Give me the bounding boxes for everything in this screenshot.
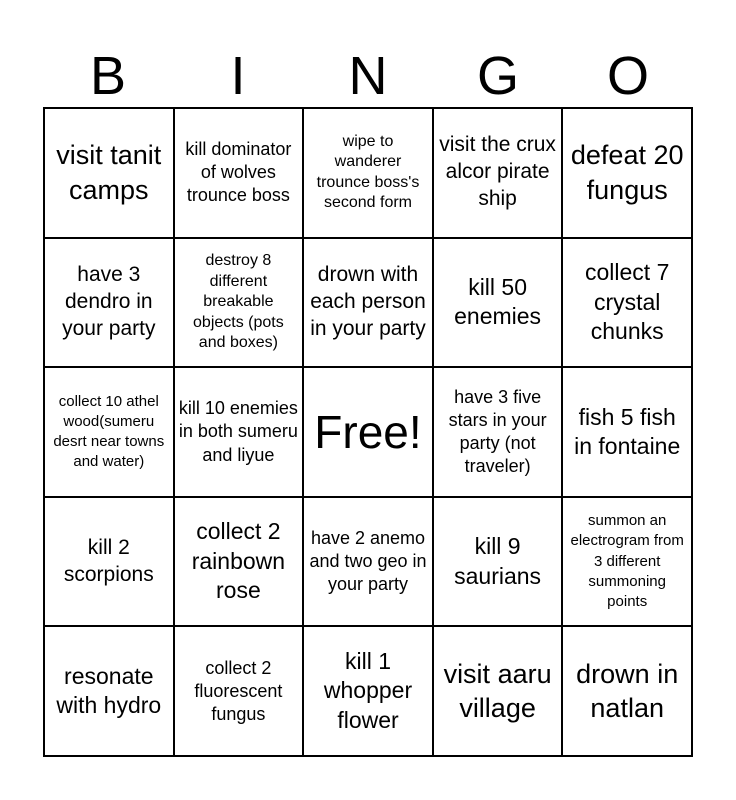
bingo-cell-r2c5[interactable] (562, 238, 692, 368)
cell-text: Free! (314, 405, 422, 458)
bingo-cell-r3c2[interactable] (174, 367, 304, 497)
cell-text: kill 2 scorpions (63, 535, 154, 586)
cell-text: destroy 8 different breakable objects (pots and boxes) (193, 252, 284, 352)
cell-text: have 2 anemo and two geo in your party (309, 528, 427, 595)
header-letter-b: B (89, 46, 127, 106)
bingo-cell-r4c5[interactable] (562, 497, 692, 627)
cell-text: collect 2 rainbown rose (191, 518, 286, 604)
bingo-cell-r5c2[interactable] (174, 626, 304, 756)
cell-text: have 3 dendro in your party (62, 263, 156, 340)
cell-text: summon an electrogram from 3 different summoning points (570, 512, 684, 610)
bingo-cell-r3c4[interactable] (433, 367, 563, 497)
cell-text: collect 7 crystal chunks (585, 259, 670, 345)
bingo-cell-r4c1[interactable] (44, 497, 174, 627)
bingo-cell-r2c4[interactable] (433, 238, 563, 368)
bingo-cell-r2c3[interactable] (303, 238, 433, 368)
cell-text: collect 10 athel wood(sumeru desrt near towns and water) (53, 392, 165, 471)
bingo-cell-r1c4[interactable] (433, 108, 563, 238)
bingo-cell-r1c5[interactable] (562, 108, 692, 238)
bingo-cell-r1c2[interactable] (174, 108, 304, 238)
header-letter-i: I (230, 46, 246, 106)
bingo-cell-r5c3[interactable] (303, 626, 433, 756)
bingo-cell-r5c4[interactable] (433, 626, 563, 756)
cell-text: resonate with hydro (56, 662, 162, 719)
cell-text: kill 10 enemies in both sumeru and liyue (178, 398, 298, 465)
cell-text: wipe to wanderer trounce boss's second form (316, 132, 420, 212)
bingo-cell-r5c1[interactable] (44, 626, 174, 756)
cell-text: drown with each person in your party (310, 263, 426, 340)
bingo-board (43, 107, 693, 757)
bingo-cell-r4c4[interactable] (433, 497, 563, 627)
bingo-header (43, 44, 693, 108)
bingo-cell-r4c3[interactable] (303, 497, 433, 627)
header-letter-g: G (476, 46, 519, 106)
cell-text: kill 1 whopper flower (323, 648, 413, 733)
bingo-cell-r5c5[interactable] (562, 626, 692, 756)
cell-text: kill dominator of wolves trounce boss (185, 139, 292, 206)
bingo-cell-r2c1[interactable] (44, 238, 174, 368)
cell-text: defeat 20 fungus (570, 140, 684, 205)
cell-text: drown in natlan (576, 658, 679, 724)
cell-text: visit the crux alcor pirate ship (439, 133, 556, 211)
bingo-cell-r2c2[interactable] (174, 238, 304, 368)
bingo-cell-free[interactable] (303, 367, 433, 497)
header-letter-o: O (606, 46, 649, 106)
cell-text: collect 2 fluorescent fungus (194, 657, 283, 724)
cell-text: kill 9 saurians (454, 533, 542, 589)
bingo-cell-r4c2[interactable] (174, 497, 304, 627)
cell-text: fish 5 fish in fontaine (574, 403, 681, 459)
cell-text: kill 50 enemies (454, 273, 542, 330)
bingo-cell-r1c3[interactable] (303, 108, 433, 238)
cell-text: have 3 five stars in your party (not traveler) (448, 386, 547, 477)
bingo-cell-r3c5[interactable] (562, 367, 692, 497)
bingo-cell-r1c1[interactable] (44, 108, 174, 238)
cell-text: visit tanit camps (56, 140, 162, 205)
header-letter-n: N (348, 46, 388, 106)
bingo-cell-r3c1[interactable] (44, 367, 174, 497)
cell-text: visit aaru village (443, 658, 552, 724)
